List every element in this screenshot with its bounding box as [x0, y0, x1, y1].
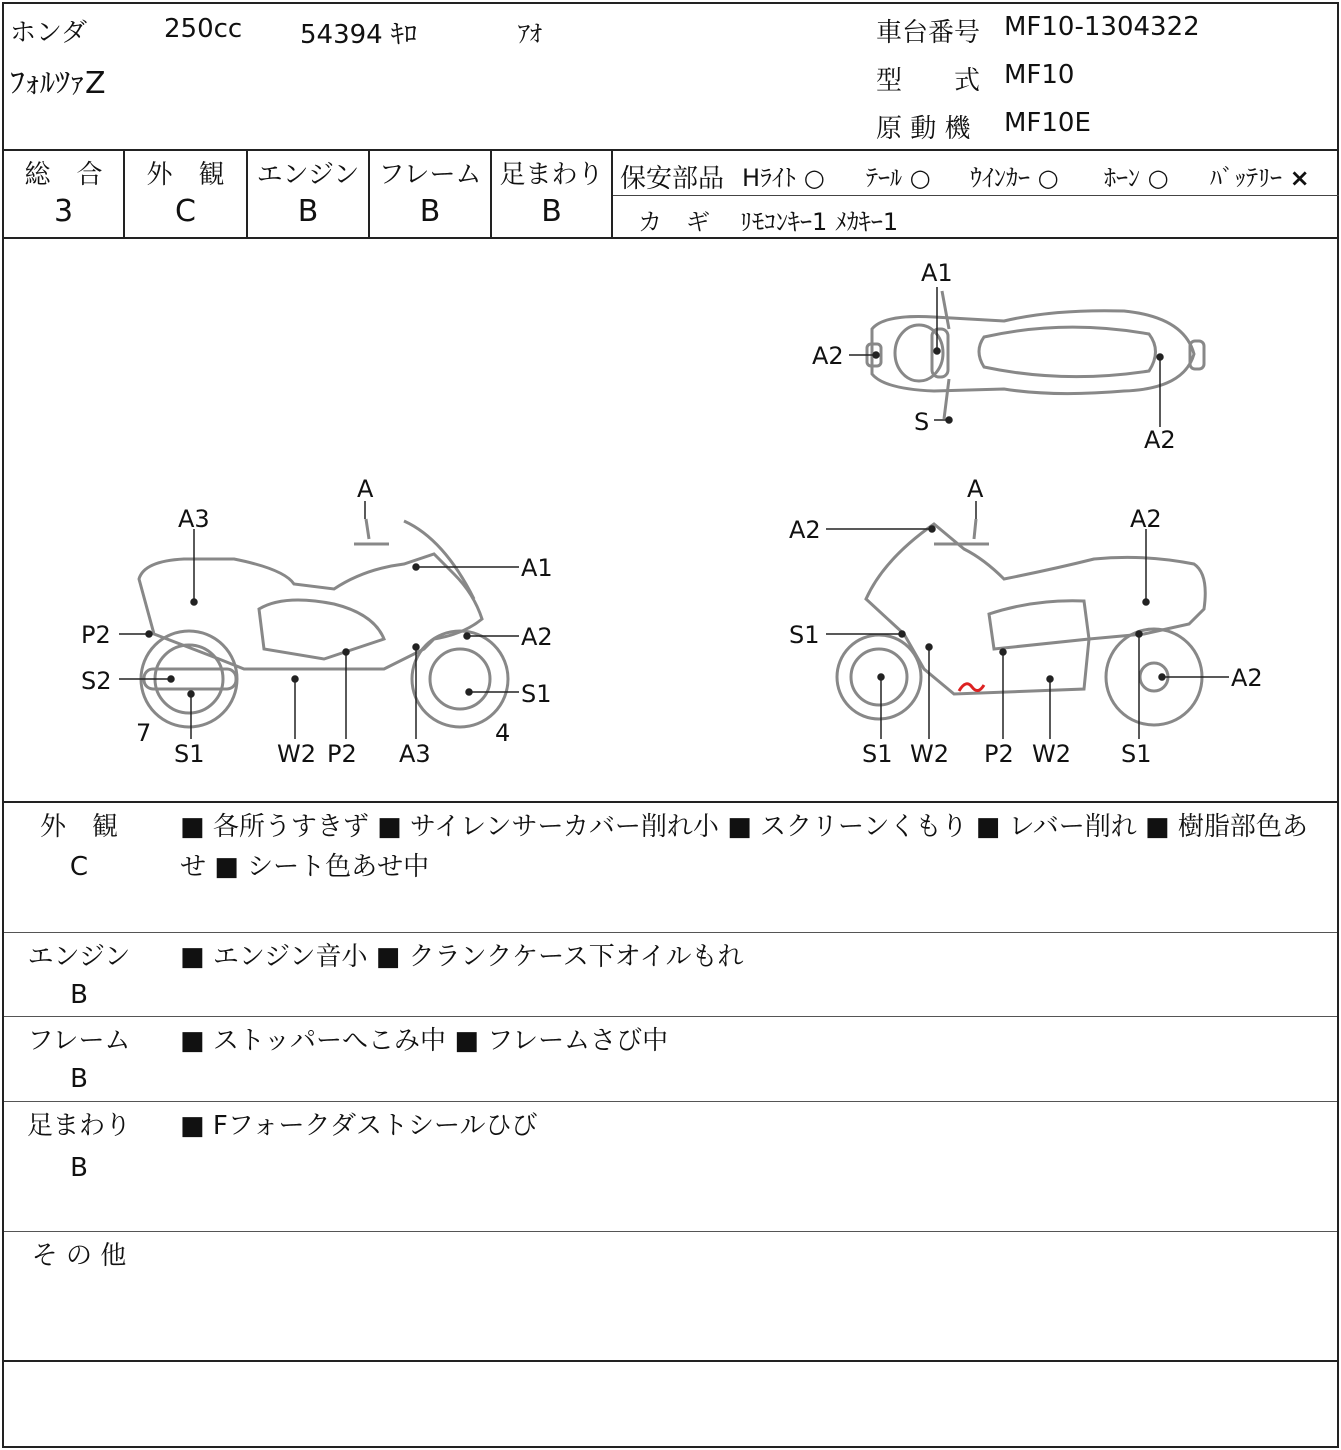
diagram-label: A2 [521, 623, 553, 651]
type-label: 型 式 [876, 66, 981, 96]
divider [4, 149, 1337, 151]
grade-suspension-value: B [541, 194, 562, 229]
divider [4, 932, 1337, 933]
scooter-top-view [867, 291, 1204, 419]
section-suspension-grade: B [70, 1153, 88, 1183]
section-exterior-text: ■ 各所うすきず ■ サイレンサーカバー削れ小 ■ スクリーンくもり ■ レバー削れ ■ 樹脂部色あせ ■ シート色あせ中 [180, 812, 1308, 882]
type-value: MF10 [1004, 60, 1075, 90]
diagram-label: 7 [136, 719, 152, 747]
damage-mark [959, 684, 984, 691]
diagram-label: S2 [81, 667, 112, 695]
safety-item-horn: ﾎｰﾝ ○ [1104, 164, 1169, 192]
safety-parts-label: 保安部品 [620, 164, 725, 194]
diagram-label: P2 [81, 621, 111, 649]
frame-no-label: 車台番号 [876, 18, 981, 48]
diagram-label: 4 [495, 719, 511, 747]
color: ｱｵ [518, 20, 542, 48]
diagram-label: W2 [1032, 740, 1071, 768]
safety-item-winker: ｳｲﾝｶｰ ○ [970, 164, 1059, 192]
section-suspension-text: ■ Fフォークダストシールひび [180, 1111, 538, 1141]
engine-label: 原 動 機 [876, 114, 971, 144]
diagram-label: A [357, 475, 374, 503]
section-other-label: そ の 他 [31, 1241, 127, 1271]
diagram-label: S1 [174, 740, 205, 768]
safety-item-tail: ﾃｰﾙ ○ [866, 164, 931, 192]
diagram-label: S1 [789, 621, 820, 649]
diagram-label: A2 [812, 342, 844, 370]
diagram-label: A1 [921, 259, 953, 287]
diagram-label: S1 [521, 680, 552, 708]
grade-frame-label: フレーム [378, 160, 482, 190]
diagram-label: A2 [1231, 664, 1263, 692]
displacement: 250cc [164, 14, 243, 44]
maker-name: ホンダ [10, 18, 87, 48]
section-suspension-label: 足まわり [26, 1111, 131, 1141]
key-value: ﾘﾓｺﾝｷｰ1 ﾒｶｷｰ1 [740, 208, 899, 236]
diagram-label: P2 [327, 740, 357, 768]
diagram-label: A3 [399, 740, 431, 768]
model-name: ﾌｫﾙﾂｧZ [10, 66, 106, 101]
section-exterior-label: 外 観 [39, 812, 118, 842]
diagram-label: A2 [1130, 505, 1162, 533]
grade-suspension-label: 足まわり [499, 160, 604, 190]
section-engine-label: エンジン [27, 942, 131, 972]
section-exterior-grade: C [69, 852, 89, 882]
diagram-label: A1 [521, 554, 553, 582]
grade-total-label: 総 合 [24, 160, 103, 190]
inspection-sheet [2, 2, 1339, 1448]
divider [611, 149, 613, 237]
diagram-label: P2 [984, 740, 1014, 768]
damage-diagram [4, 239, 1341, 802]
divider [4, 1360, 1337, 1362]
grade-exterior-value: C [175, 194, 196, 229]
key-label: カ ギ [638, 208, 710, 236]
section-frame-grade: B [70, 1064, 88, 1094]
divider [613, 195, 1339, 196]
diagram-label: S [914, 408, 930, 436]
frame-no: MF10-1304322 [1004, 12, 1200, 42]
section-engine-text: ■ エンジン音小 ■ クランクケース下オイルもれ [180, 942, 744, 972]
section-frame-label: フレーム [27, 1026, 131, 1056]
safety-item-headlight: Hﾗｲﾄ ○ [742, 164, 825, 192]
diagram-label: W2 [277, 740, 316, 768]
diagram-label: W2 [910, 740, 949, 768]
diagram-label: S1 [862, 740, 893, 768]
grade-engine-label: エンジン [256, 160, 360, 190]
grade-total-value: 3 [53, 194, 74, 229]
diagram-label: A [967, 475, 984, 503]
section-frame-text: ■ ストッパーへこみ中 ■ フレームさび中 [180, 1026, 669, 1056]
grade-engine-value: B [297, 194, 319, 229]
diagram-label: A2 [789, 516, 821, 544]
grade-frame-value: B [419, 194, 441, 229]
divider [4, 801, 1337, 803]
engine-value: MF10E [1004, 108, 1091, 138]
divider [4, 1101, 1337, 1102]
diagram-label: S1 [1121, 740, 1152, 768]
divider [4, 1016, 1337, 1017]
leader-lines [119, 287, 1229, 739]
diagram-label: A2 [1144, 426, 1176, 454]
divider [4, 1231, 1337, 1232]
safety-item-battery: ﾊﾞｯﾃﾘｰ × [1210, 164, 1310, 192]
mileage: 54394 ｷﾛ [300, 20, 417, 50]
section-engine-grade: B [70, 980, 88, 1010]
diagram-label: A3 [178, 505, 210, 533]
grade-exterior-label: 外 観 [146, 160, 225, 190]
scooter-right-view [837, 519, 1205, 725]
